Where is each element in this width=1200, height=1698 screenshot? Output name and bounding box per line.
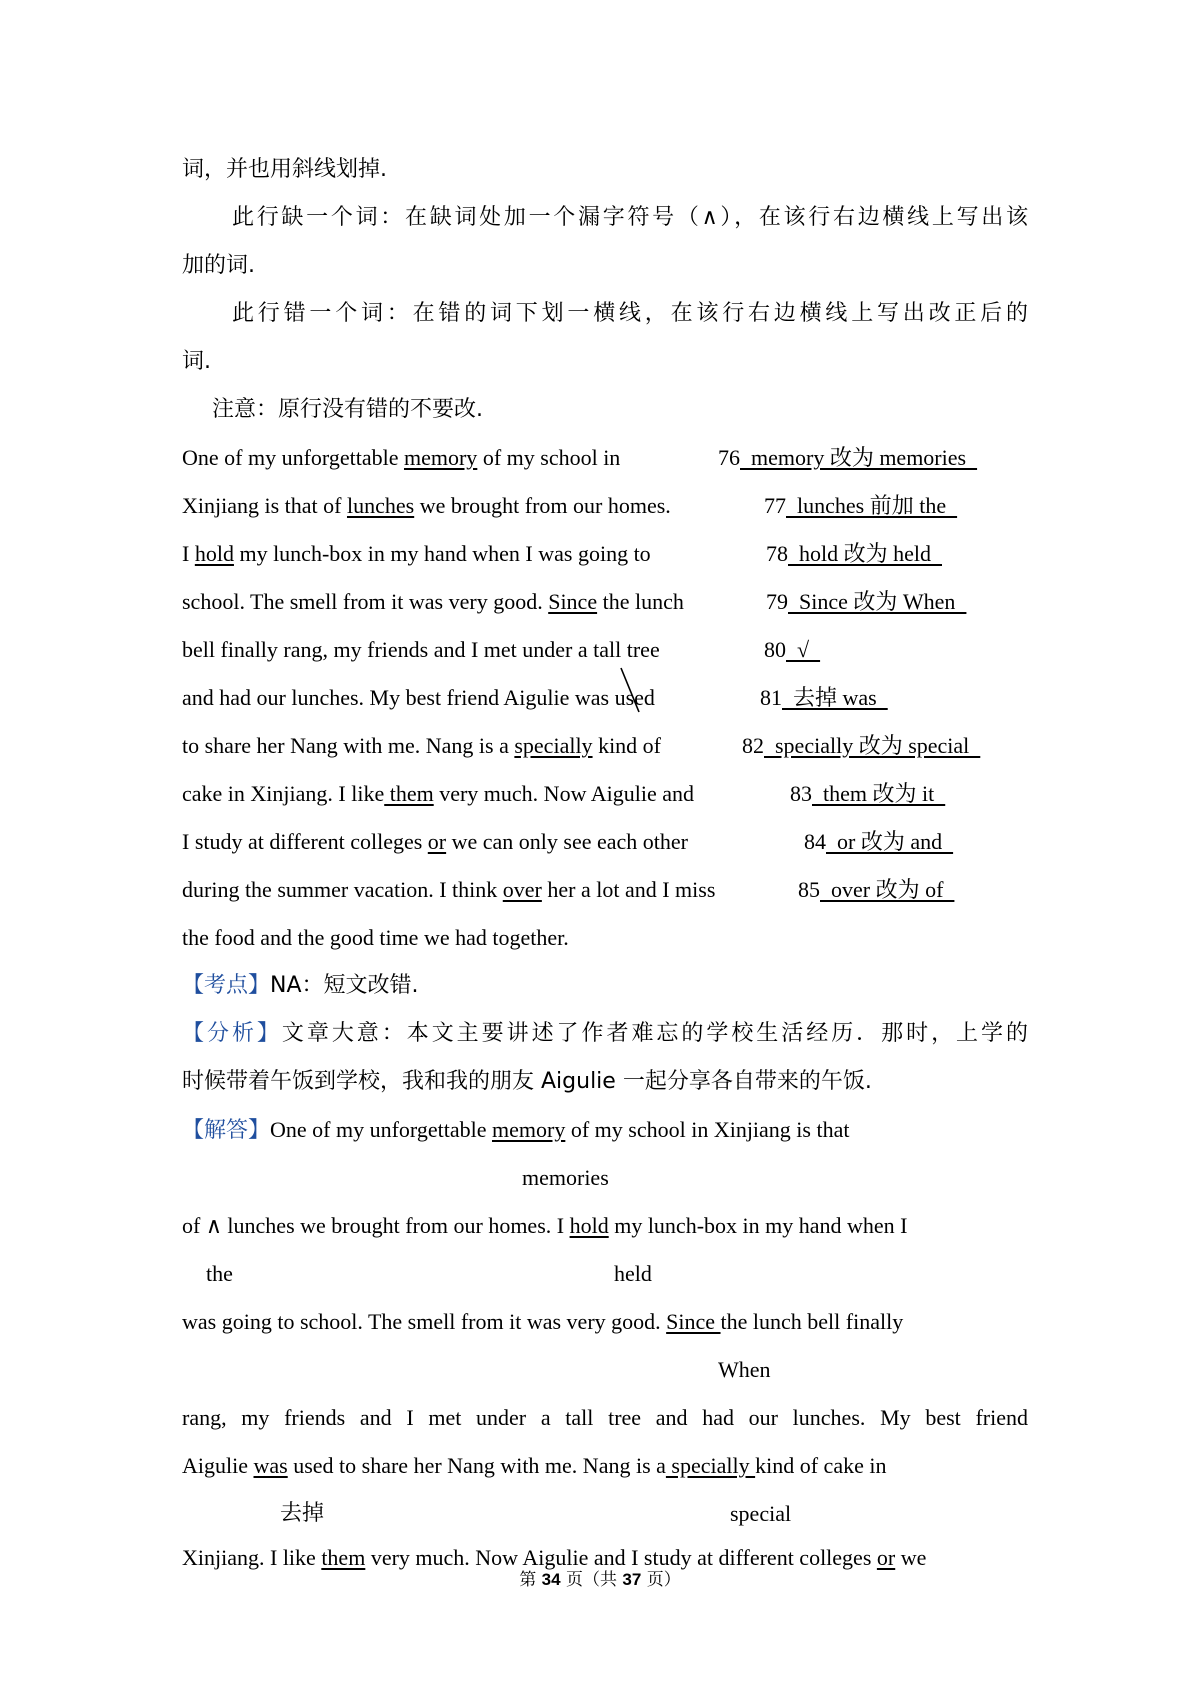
instruction-line: 此行错一个词：在错的词下划一横线，在该行右边横线上写出改正后的 xyxy=(232,301,1028,326)
error-word: memory xyxy=(403,445,478,470)
error-word: hold xyxy=(569,1213,609,1238)
error-word: specially xyxy=(514,733,593,758)
jieda-line: of ∧ lunches we brought from our homes. I hold my lunch-box in my hand when I xyxy=(182,1213,908,1238)
error-word: or xyxy=(427,829,447,854)
correction-mark: memories xyxy=(522,1165,609,1190)
answer-blank: 81 去掉 was xyxy=(760,685,888,710)
kaodian-line: 【考点】NA：短文改错. xyxy=(182,973,419,998)
answer-blank: 76 memory 改为 memories xyxy=(718,445,978,470)
answer-blank: 83 them 改为 it xyxy=(790,781,946,806)
error-word: hold xyxy=(194,541,234,566)
answer-blank: 84 or 改为 and xyxy=(804,829,954,854)
error-word: lunches xyxy=(346,493,415,518)
passage-line: One of my unforgettable memory of my school in 76 memory 改为 memories xyxy=(182,438,1028,478)
instruction-line: 词. xyxy=(182,349,211,374)
error-word: memory xyxy=(492,1117,566,1142)
correction-mark: 去掉 xyxy=(280,1501,325,1526)
correction-mark: special xyxy=(730,1501,792,1526)
fenxi-label: 【分析】 xyxy=(182,1021,282,1046)
passage-line: bell finally rang, my friends and I met under a tall tree 80 √ xyxy=(182,630,1028,670)
passage-line: Xinjiang is that of lunches we brought from our homes. 77 lunches 前加 the xyxy=(182,486,1028,526)
error-word: or xyxy=(876,1545,896,1570)
passage-line: and had our lunches. My best friend Aigulie was used 81 去掉 was xyxy=(182,678,1028,718)
error-word: Since xyxy=(666,1309,721,1334)
jieda-line: rang, my friends and I met under a tall tree and had our lunches. My best friend xyxy=(182,1405,1028,1430)
passage-line: to share her Nang with me. Nang is a specially kind of 82 specially 改为 special xyxy=(182,726,1028,766)
answer-blank: 85 over 改为 of xyxy=(798,877,955,902)
answer-blank: 79 Since 改为 When xyxy=(766,589,967,614)
kaodian-label: 【考点】 xyxy=(182,973,271,998)
instruction-line: 词，并也用斜线划掉. xyxy=(182,157,387,182)
fenxi-line: 时候带着午饭到学校，我和我的朋友 Aigulie 一起分享各自带来的午饭. xyxy=(182,1069,872,1094)
strike-slash xyxy=(618,666,644,714)
jieda-line: Aigulie was used to share her Nang with me. Nang is a specially kind of cake in xyxy=(182,1453,887,1478)
passage-line: I study at different colleges or we can only see each other 84 or 改为 and xyxy=(182,822,1028,862)
answer-blank: 78 hold 改为 held xyxy=(766,541,942,566)
correction-mark: the xyxy=(206,1261,233,1286)
error-word: over xyxy=(502,877,542,902)
passage-line: school. The smell from it was very good. Since the lunch 79 Since 改为 When xyxy=(182,582,1028,622)
passage-line: cake in Xinjiang. I like them very much. Now Aigulie and 83 them 改为 it xyxy=(182,774,1028,814)
instruction-line: 此行缺一个词：在缺词处加一个漏字符号（∧），在该行右边横线上写出该 xyxy=(232,205,1028,230)
error-word: them xyxy=(321,1545,366,1570)
passage-line: during the summer vacation. I think over her a lot and I miss 85 over 改为 of xyxy=(182,870,1028,910)
error-word: them xyxy=(384,781,434,806)
jieda-line: was going to school. The smell from it was very good. Since the lunch bell finally xyxy=(182,1309,904,1334)
instruction-line: 加的词. xyxy=(182,253,255,278)
jieda-line: Xinjiang. I like them very much. Now Aigulie and I study at different colleges or we xyxy=(182,1545,927,1570)
error-word: specially xyxy=(665,1453,756,1478)
passage-line: the food and the good time we had together. xyxy=(182,925,569,950)
passage-line: I hold my lunch-box in my hand when I was going to 78 hold 改为 held xyxy=(182,534,1028,574)
page-footer: 第 34 页（共 37 页） xyxy=(519,1570,681,1590)
answer-blank: 82 specially 改为 special xyxy=(742,733,981,758)
answer-blank: 77 lunches 前加 the xyxy=(764,493,958,518)
jieda-label: 【解答】 xyxy=(182,1118,271,1143)
correction-mark: held xyxy=(614,1261,652,1286)
fenxi-line: 【分析】文章大意：本文主要讲述了作者难忘的学校生活经历．那时，上学的 xyxy=(182,1021,1028,1046)
error-word: was xyxy=(253,1453,288,1478)
jieda-line: 【解答】One of my unforgettable memory of my school in Xinjiang is that xyxy=(182,1117,850,1143)
page-number: 34 xyxy=(541,1570,561,1589)
correction-mark: When xyxy=(718,1357,771,1382)
answer-blank: 80 √ xyxy=(764,637,821,662)
instruction-line: 注意：原行没有错的不要改. xyxy=(212,397,483,422)
page-total: 37 xyxy=(622,1570,642,1589)
error-word: Since xyxy=(548,589,598,614)
